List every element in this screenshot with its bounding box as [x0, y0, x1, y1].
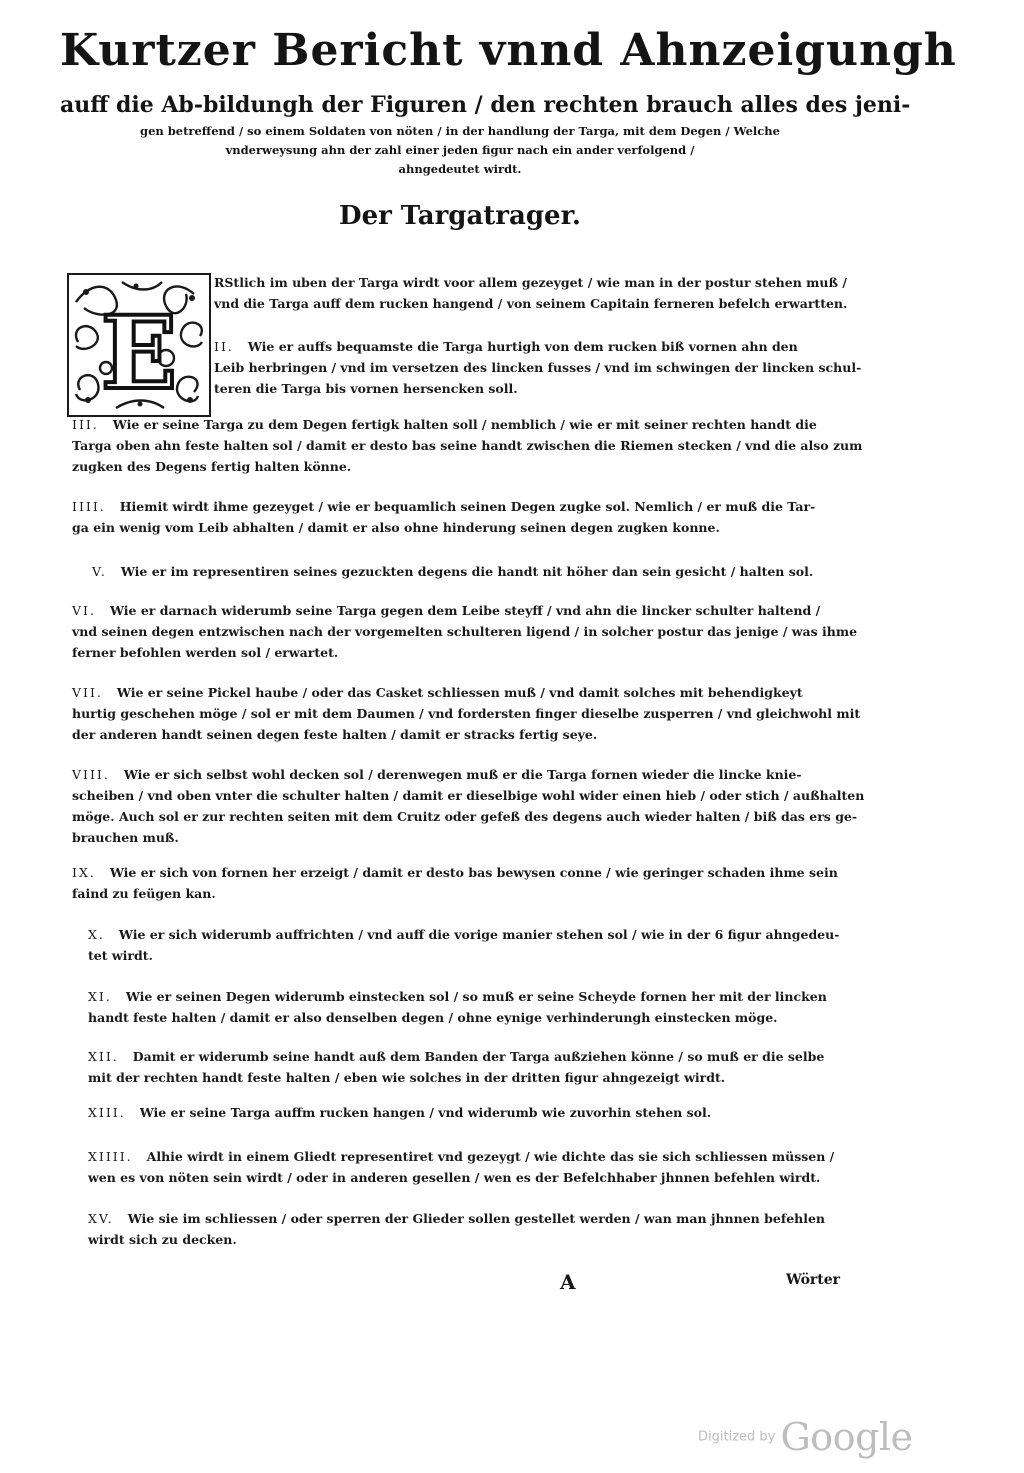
paragraph-number: XV.	[88, 1211, 114, 1226]
text-line: Wie er seine Targa auffm rucken hangen / vnd widerumb wie zuvorhin stehen sol.	[139, 1105, 712, 1120]
paragraph-3	[72, 414, 862, 477]
text-line: vnd die Targa auff dem rucken hangend / von seinem Capitain ferneren befelch erwartten.	[214, 296, 848, 311]
paragraph-number: IIII.	[72, 499, 106, 514]
paragraph-13	[88, 1102, 711, 1123]
paragraph-number: V.	[92, 564, 107, 579]
subtitle-line: auff die Ab-bildungh der Figuren / den rechten brauch alles des jeni-	[60, 92, 911, 118]
text-line: ga ein wenig vom Leib abhalten / damit er also ohne hinderung seinen degen zugken konne.	[72, 520, 720, 535]
text-line: Wie er sich widerumb auffrichten / vnd auff die vorige manier stehen sol / wie in der 6 figur ahngedeu-	[118, 927, 840, 942]
paragraph-11	[88, 986, 827, 1028]
text-line: der anderen handt seinen degen feste halten / damit er stracks fertig seye.	[72, 727, 598, 742]
text-line: Wie er im representiren seines gezuckten degens die handt nit höher dan sein gesicht / halten sol.	[120, 564, 814, 579]
paragraph-number: III.	[72, 417, 99, 432]
paragraph-number: X.	[88, 927, 105, 942]
digitization-watermark	[698, 1415, 913, 1459]
subtitle-line: gen betreffend / so einem Soldaten von nöten / in der handlung der Targa, mit dem Degen / Welche	[140, 124, 780, 138]
paragraph-12	[88, 1046, 824, 1088]
text-line: Damit er widerumb seine handt auß dem Banden der Targa außziehen könne / so muß er die selbe	[132, 1049, 825, 1064]
paragraph-2	[214, 336, 861, 399]
subtitle-block	[90, 122, 830, 179]
text-line: scheiben / vnd oben vnter die schulter halten / damit er dieselbige wohl wider einen hieb / oder stich / außhalten	[72, 788, 865, 803]
text-line: wen es von nöten sein wirdt / oder in anderen gesellen / wen es der Befelchhaber jhnnen befehlen wirdt.	[88, 1170, 821, 1185]
paragraph-number: II.	[214, 339, 234, 354]
text-line: Alhie wirdt in einem Gliedt representiret vnd gezeygt / wie dichte das sie sich schliessen müssen /	[146, 1149, 835, 1164]
paragraph-7	[72, 682, 860, 745]
text-line: wirdt sich zu decken.	[88, 1232, 237, 1247]
paragraph-number: IX.	[72, 865, 96, 880]
paragraph-number: XIII.	[88, 1105, 126, 1120]
catchword: Wörter	[786, 1272, 841, 1288]
text-line: möge. Auch sol er zur rechten seiten mit dem Cruitz oder gefeß des degens auch wieder halten / biß das ers ge-	[72, 809, 858, 824]
paragraph-5	[92, 561, 813, 582]
watermark-brand: Google	[780, 1415, 913, 1459]
subtitle-line: vnderweysung ahn der zahl einer jeden figur nach ein ander verfolgend /	[225, 143, 695, 157]
subtitle-line: ahngedeutet wirdt.	[398, 162, 522, 176]
decorated-initial	[66, 272, 212, 418]
paragraph-9	[72, 862, 838, 904]
paragraph-number: VIII.	[72, 767, 110, 782]
signature-mark: A	[560, 1270, 576, 1294]
paragraph-6	[72, 600, 857, 663]
text-line: Wie er auffs bequamste die Targa hurtigh von dem rucken biß vornen ahn den	[247, 339, 798, 354]
text-line: Wie er sich selbst wohl decken sol / derenwegen muß er die Targa fornen wieder die lincke knie-	[123, 767, 802, 782]
text-line: handt feste halten / damit er also denselben degen / ohne eynige verhinderungh einstecken möge.	[88, 1010, 778, 1025]
paragraph-number: XIIII.	[88, 1149, 133, 1164]
watermark-prefix: Digitized by	[698, 1429, 776, 1445]
text-line: teren die Targa bis vornen hersencken soll.	[214, 381, 518, 396]
text-line: Wie er seine Pickel haube / oder das Casket schliessen muß / vnd damit solches mit behendigkeyt	[116, 685, 803, 700]
paragraph-14	[88, 1146, 834, 1188]
text-line: Leib herbringen / vnd im versetzen des lincken fusses / vnd im schwingen der lincken schul-	[214, 360, 862, 375]
text-line: Targa oben ahn feste halten sol / damit er desto bas seine handt zwischen die Riemen stecken / vnd die also zum	[72, 438, 863, 453]
text-line: Wie er seine Targa zu dem Degen fertigk halten soll / nemblich / wie er mit seiner rechten handt die	[112, 417, 817, 432]
paragraph-number: XI.	[88, 989, 112, 1004]
text-line: ferner befohlen werden sol / erwartet.	[72, 645, 339, 660]
text-line: vnd seinen degen entzwischen nach der vorgemelten schulteren ligend / in solcher postur das jenige / was ihme	[72, 624, 858, 639]
text-line: brauchen muß.	[72, 830, 179, 845]
page-title: Kurtzer Bericht vnnd Ahnzeigungh	[60, 25, 957, 76]
text-line: Wie er seinen Degen widerumb einstecken sol / so muß er seine Scheyde fornen her mit der lincken	[125, 989, 827, 1004]
paragraph-1	[214, 272, 847, 314]
paragraph-number: XII.	[88, 1049, 119, 1064]
paragraph-number: VI.	[72, 603, 96, 618]
section-heading: Der Targatrager.	[339, 201, 581, 231]
text-line: Wie er darnach widerumb seine Targa gegen dem Leibe steyff / vnd ahn die lincker schulter haltend /	[109, 603, 821, 618]
text-line: Wie sie im schliessen / oder sperren der Glieder sollen gestellet werden / wan man jhnnen befehlen	[127, 1211, 826, 1226]
text-line: tet wirdt.	[88, 948, 153, 963]
text-line: Hiemit wirdt ihme gezeyget / wie er bequamlich seinen Degen zugke sol. Nemlich / er muß die Tar-	[119, 499, 816, 514]
paragraph-10	[88, 924, 839, 966]
text-line: RStlich im uben der Targa wirdt voor allem gezeyget / wie man in der postur stehen muß /	[214, 275, 847, 290]
text-line: faind zu feügen kan.	[72, 886, 216, 901]
text-line: hurtig geschehen möge / sol er mit dem Daumen / vnd fordersten finger dieselbe zusperren / vnd gleichwohl mit	[72, 706, 861, 721]
paragraph-number: VII.	[72, 685, 103, 700]
paragraph-4	[72, 496, 815, 538]
initial-letter: E	[100, 294, 178, 412]
text-line: mit der rechten handt feste halten / eben wie solches in der dritten figur ahngezeigt wirdt.	[88, 1070, 726, 1085]
text-line: Wie er sich von fornen her erzeigt / damit er desto bas bewysen conne / wie geringer schaden ihme sein	[109, 865, 838, 880]
paragraph-8	[72, 764, 864, 848]
text-line: zugken des Degens fertig halten könne.	[72, 459, 352, 474]
paragraph-15	[88, 1208, 825, 1250]
